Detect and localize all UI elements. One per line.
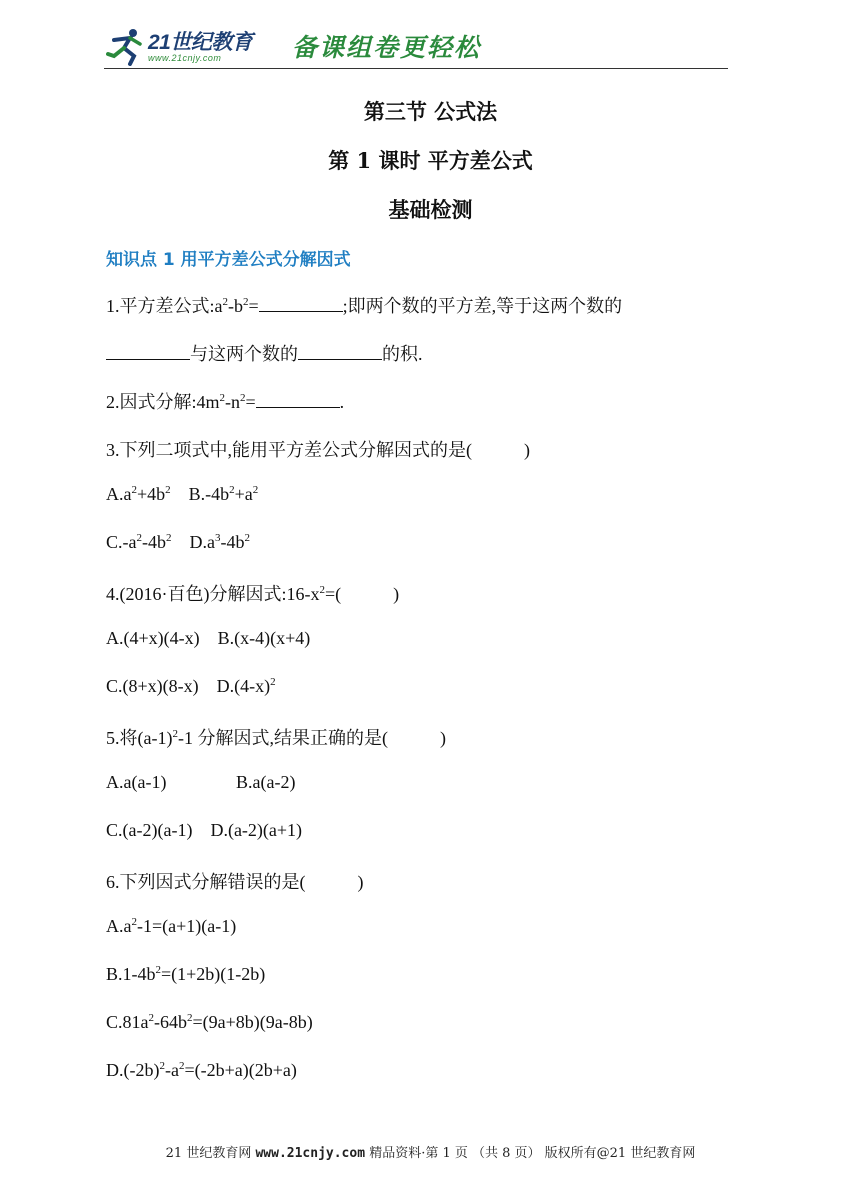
question-5-options-cd (106, 820, 302, 841)
option-a[interactable]: $A.a^2-1=(a+1)(a-1)$ (106, 916, 237, 936)
header-slogan: 备课组卷更轻松 (292, 33, 482, 62)
option-c[interactable]: $C.-a^2-4b^2$ (106, 532, 172, 552)
option-b[interactable]: $B.1-4b^2=(1+2b)(1-2b)$ (106, 964, 266, 984)
question-3-options-ab (106, 484, 258, 505)
answer-blank[interactable] (106, 343, 190, 360)
answer-blank[interactable] (259, 295, 343, 312)
footer-left: 21 世纪教育网 (165, 1146, 252, 1161)
option-a[interactable]: A.(4+x)(4-x) (106, 628, 200, 648)
logo-url[interactable]: www.21cnjy.com (148, 53, 222, 63)
option-a[interactable]: $A.a^2+4b^2$ (106, 484, 171, 504)
option-d[interactable]: $D.a^3-4b^2$ (189, 532, 250, 552)
lesson-title: 第 1 课时 平方差公式 (328, 148, 533, 173)
option-d[interactable]: $D.(4-x)^2$ (216, 676, 276, 696)
header-divider (104, 68, 728, 69)
question-1-line-2: 与这两个数的 的积. (106, 340, 423, 366)
question-4-options-cd (106, 676, 276, 697)
question-1-line-1: 1.平方差公式$:a^2-b^2=$ ;即两个数的平方差,等于这两个数的 (106, 296, 623, 316)
question-3-stem: 3.下列二项式中,能用平方差公式分解因式的是( ) (106, 440, 530, 460)
option-b[interactable]: B.a(a-2) (236, 772, 296, 792)
question-4-stem: 4.(2016·百色)分解因式$:16-x^2=$( ) (106, 584, 400, 604)
page-footer (0, 1142, 861, 1161)
knowledge-point-heading: 知识点 1 用平方差公式分解因式 (106, 250, 351, 270)
option-d[interactable]: $D.(-2b)^2-a^2=(-2b+a)(2b+a)$ (106, 1060, 297, 1080)
subtitle: 基础检测 (388, 197, 473, 222)
question-5-stem: 5.将$(a-1)^2-1$ 分解因式,结果正确的是( ) (106, 728, 446, 748)
question-2: 2.因式分解$:4m^2-n^2=$ . (106, 392, 345, 412)
footer-site-link[interactable]: www.21cnjy.com (255, 1146, 366, 1161)
logo-text: 21世纪教育 (148, 31, 253, 54)
question-3-options-cd (106, 532, 250, 553)
option-c[interactable]: $C.81a^2-64b^2=(9a+8b)(9a-8b)$ (106, 1012, 313, 1032)
footer-right: 精品资料·第 1 页 （共 8 页） 版权所有@21 世纪教育网 (369, 1146, 696, 1161)
option-c[interactable]: C.(a-2)(a-1) (106, 820, 193, 840)
answer-blank[interactable] (256, 391, 340, 408)
question-4-options-ab (106, 628, 310, 649)
answer-blank[interactable] (298, 343, 382, 360)
section-title: 第三节 公式法 (363, 99, 498, 124)
option-a[interactable]: A.a(a-1) (106, 772, 167, 792)
option-b[interactable]: B.(x-4)(x+4) (217, 628, 311, 648)
question-5-options-ab (106, 772, 295, 793)
question-6-stem: 6.下列因式分解错误的是( ) (106, 872, 364, 892)
option-b[interactable]: $B.-4b^2+a^2$ (188, 484, 259, 504)
page-header (104, 24, 728, 70)
runner-logo-icon (106, 26, 146, 66)
option-d[interactable]: D.(a-2)(a+1) (210, 820, 303, 840)
option-c[interactable]: C.(8+x)(8-x) (106, 676, 199, 696)
